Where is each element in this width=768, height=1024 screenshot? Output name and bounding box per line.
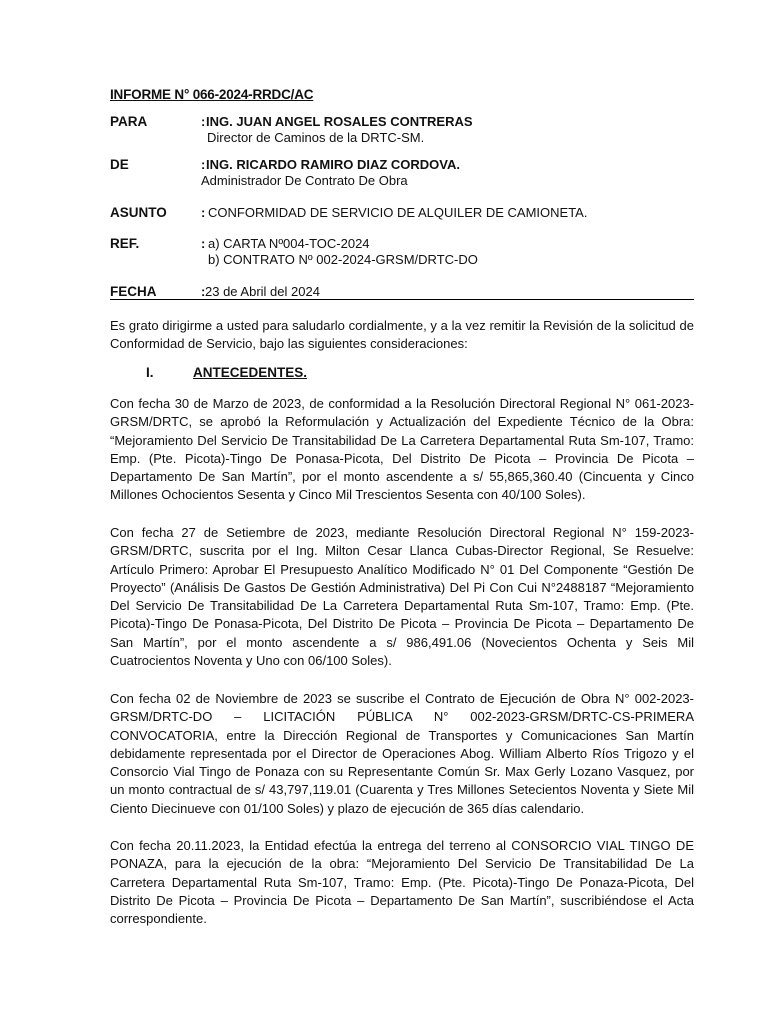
para-position: Director de Caminos de la DRTC-SM. [207, 130, 425, 145]
report-title: INFORME N° 066-2024-RRDC/AC [110, 87, 314, 102]
asunto-row [110, 204, 694, 224]
header-divider [110, 299, 694, 300]
de-row [110, 156, 694, 192]
de-position: Administrador De Contrato De Obra [201, 173, 408, 188]
section-number: I. [146, 365, 154, 380]
paragraph-3: Con fecha 02 de Noviembre de 2023 se suscribe el Contrato de Ejecución de Obra N° 002-2023-GRSM/DRTC-DO – LICITACIÓN PÚBLICA N° 002-2023-GRSM/DRTC-CS-PRIMERA CONVOCATORIA, entre la Dirección Regional de Transportes y Comunicaciones San Martín debidamente representada por el Director de Operaciones Abog. William Alberto Ríos Trigozo y el Consorcio Vial Tingo de Ponaza con su Representante Común Sr. Max Gerly Lozano Vasquez, por un monto contractual de s/ 43,797,119.01 (Cuarenta y Tres Millones Setecientos Noventa y Siete Mil Ciento Diecinueve con 01/100 Soles) y plazo de ejecución de 365 días calendario. [110, 691, 694, 816]
section-title: ANTECEDENTES. [193, 365, 308, 380]
para-name: ING. JUAN ANGEL ROSALES CONTRERAS [206, 114, 473, 129]
paragraph-2: Con fecha 27 de Setiembre de 2023, mediante Resolución Directoral Regional N° 159-2023-GRSM/DRTC, suscrita por el Ing. Milton Cesar Llanca Cubas-Director Regional, Se Resuelve: Artículo Primero: Aprobar El Presupuesto Analítico Modificado N° 01 Del Componente “Gestión De Proyecto” (Análisis De Gastos De Gestión Administrativa) Del Pi Con Cui N°2488187 “Mejoramiento Del Servicio De Transitabilidad De La Carretera Departamental Ruta Sm-107, Tramo: Emp. (Pte. Picota)-Tingo De Ponasa-Picota, Del Distrito De Picota – Provincia De Picota – Departamento De San Martín”, por el monto ascendente a s/ 986,491.06 (Novecientos Ochenta y Seis Mil Cuatrocientos Noventa y Uno con 06/100 Soles). [110, 525, 694, 669]
asunto-label: ASUNTO [110, 205, 167, 220]
para-row [110, 113, 694, 149]
de-label: DE [110, 157, 129, 172]
fecha-row [110, 283, 694, 303]
para-colon: : [201, 114, 206, 129]
asunto-text: CONFORMIDAD DE SERVICIO DE ALQUILER DE CAMIONETA. [208, 205, 588, 220]
de-colon: : [201, 157, 206, 172]
asunto-colon: : [201, 205, 206, 220]
paragraph-4: Con fecha 20.11.2023, la Entidad efectúa la entrega del terreno al CONSORCIO VIAL TINGO DE PONAZA, para la ejecución de la obra: “Mejoramiento Del Servicio De Transitabilidad De La Carretera Departamental Ruta Sm-107, Tramo: Emp. (Pte. Picota)-Tingo De Ponaza-Picota, Del Distrito De Picota – Provincia De Picota – Departamento De San Martín”, suscribiéndose el Acta correspondiente. [110, 838, 694, 927]
ref-item-a: a) CARTA Nº004-TOC-2024 [208, 236, 370, 251]
ref-colon: : [201, 236, 206, 251]
paragraph-1: Con fecha 30 de Marzo de 2023, de conformidad a la Resolución Directoral Regional N° 061-2023-GRSM/DRTC, se aprobó la Reformulación y Actualización del Expediente Técnico de la Obra: “Mejoramiento Del Servicio De Transitabilidad De La Carretera Departamental Ruta Sm-107, Tramo: Emp. (Pte. Picota)-Tingo De Ponasa-Picota, Del Distrito De Picota – Provincia De Picota – Departamento De San Martín”, por el monto ascendente a s/ 55,865,360.40 (Cincuenta y Cinco Millones Ochocientos Sesenta y Cinco Mil Trescientos Sesenta con 40/100 Soles). [110, 396, 694, 503]
ref-row [110, 235, 694, 271]
ref-label: REF. [110, 236, 140, 251]
para-label: PARA [110, 114, 148, 129]
de-name: ING. RICARDO RAMIRO DIAZ CORDOVA. [206, 157, 460, 172]
ref-item-b: b) CONTRATO Nº 002-2024-GRSM/DRTC-DO [208, 252, 478, 267]
intro-paragraph: Es grato dirigirme a usted para saludarlo cordialmente, y a la vez remitir la Revisión de la solicitud de Conformidad de Servicio, bajo las siguientes consideraciones: [110, 318, 694, 352]
fecha-label: FECHA [110, 284, 157, 299]
fecha-text: 23 de Abril del 2024 [205, 284, 320, 299]
fecha-colon: : [201, 284, 206, 299]
